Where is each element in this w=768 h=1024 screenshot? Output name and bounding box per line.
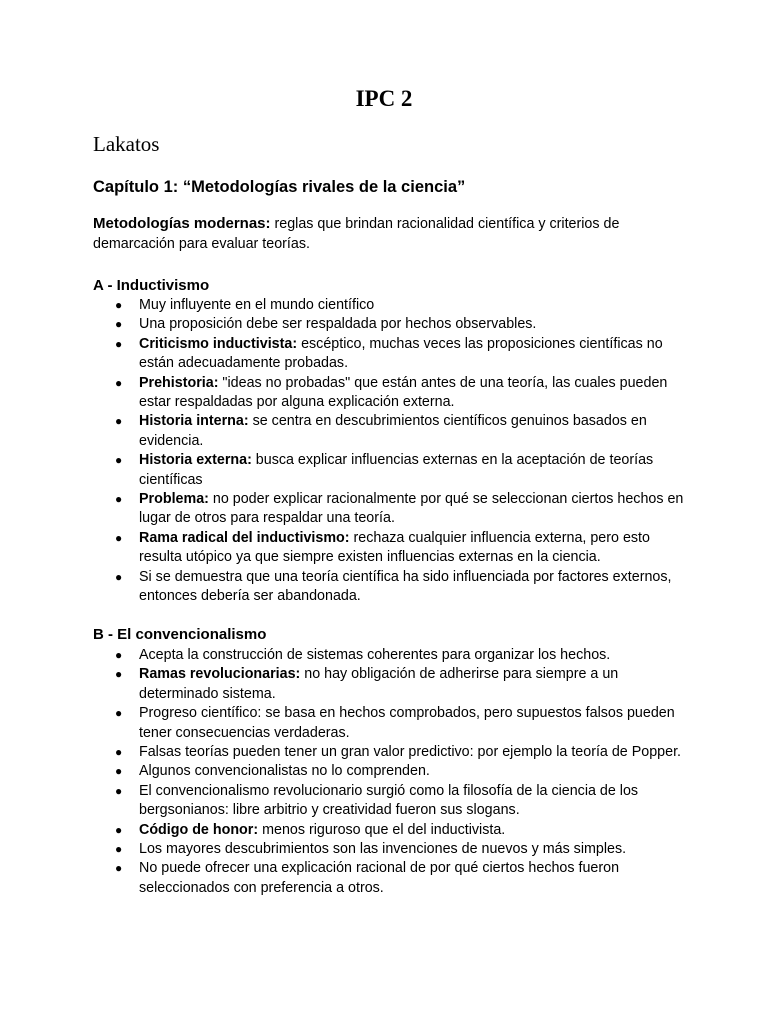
bullet-icon: ●	[115, 336, 123, 351]
list-item	[0, 315, 768, 334]
item-term: Prehistoria:	[139, 374, 219, 391]
bullet-icon: ●	[115, 375, 123, 390]
list-item	[0, 821, 768, 840]
list-item	[0, 840, 768, 859]
item-text: rechaza cualquier influencia externa, pero esto resulta utópico ya que siempre existen influencias externas en la ciencia.	[139, 529, 650, 566]
item-text: Los mayores descubrimientos son las invenciones de nuevos y más simples.	[139, 841, 627, 858]
item-text: Falsas teorías pueden tener un gran valor predictivo: por ejemplo la teoría de Popper.	[139, 744, 682, 761]
bullet-icon: ●	[115, 667, 123, 682]
item-text: No puede ofrecer una explicación racional de por qué ciertos hechos fueron seleccionados con preferencia a otros.	[139, 860, 620, 896]
bullet-icon: ●	[115, 745, 123, 760]
item-term: Código de honor:	[139, 821, 259, 838]
list-item	[0, 646, 768, 665]
item-text: no hay obligación de adherirse para siempre a un determinado sistema.	[139, 666, 619, 702]
intro-term: Metodologías modernas:	[93, 215, 271, 232]
intro-paragraph	[93, 214, 683, 254]
item-term: Criticismo inductivista:	[139, 335, 298, 352]
bullet-icon: ●	[115, 783, 123, 798]
list-item	[0, 490, 768, 529]
list-item	[0, 859, 768, 898]
bullet-icon: ●	[115, 414, 123, 429]
bullet-list-inductivismo	[0, 296, 768, 607]
chapter-heading: Capítulo 1: “Metodologías rivales de la ciencia”	[93, 178, 466, 196]
item-text: Si se demuestra que una teoría científica ha sido influenciada por factores externos, entonces debería ser abandonada.	[139, 568, 672, 605]
section-heading-convencionalismo: B - El convencionalismo	[93, 626, 267, 643]
list-item	[0, 296, 768, 315]
bullet-icon: ●	[115, 569, 123, 584]
bullet-icon: ●	[115, 317, 123, 332]
list-item	[0, 665, 768, 704]
item-term: Rama radical del inductivismo:	[139, 529, 350, 546]
item-text: El convencionalismo revolucionario surgió como la filosofía de la ciencia de los bergsonianos: libre arbitrio y creatividad fueron sus slogans.	[139, 782, 639, 819]
list-item	[0, 412, 768, 451]
bullet-icon: ●	[115, 648, 123, 662]
document-title: IPC 2	[355, 86, 413, 111]
bullet-list-convencionalismo	[0, 646, 768, 898]
bullet-icon: ●	[115, 706, 123, 721]
item-term: Historia interna:	[139, 413, 249, 430]
item-text: Una proposición debe ser respaldada por hechos observables.	[139, 316, 537, 333]
section-heading-inductivismo: A - Inductivismo	[93, 277, 210, 294]
bullet-icon: ●	[115, 764, 123, 779]
list-item	[0, 451, 768, 490]
item-term: Historia externa:	[139, 452, 252, 469]
item-text: se centra en descubrimientos científicos genuinos basados en evidencia.	[139, 413, 647, 449]
bullet-icon: ●	[115, 492, 123, 507]
list-item	[0, 743, 768, 762]
author-heading: Lakatos	[93, 132, 160, 156]
item-text: Acepta la construcción de sistemas coherentes para organizar los hechos.	[139, 647, 611, 663]
bullet-icon: ●	[115, 842, 123, 857]
bullet-icon: ●	[115, 822, 123, 837]
bullet-icon: ●	[115, 298, 123, 312]
list-item	[0, 374, 768, 413]
bullet-icon: ●	[115, 453, 123, 468]
bullet-icon: ●	[115, 861, 123, 876]
item-text: menos riguroso que el del inductivista.	[258, 821, 506, 838]
item-term: Ramas revolucionarias:	[139, 666, 301, 683]
list-item	[0, 335, 768, 374]
list-item	[0, 568, 768, 607]
list-item	[0, 529, 768, 568]
item-text: escéptico, muchas veces las proposiciones científicas no están adecuadamente probadas.	[139, 335, 663, 372]
list-item	[0, 704, 768, 743]
item-text: Muy influyente en el mundo científico	[139, 297, 375, 313]
list-item	[0, 762, 768, 781]
intro-text: reglas que brindan racionalidad científica y criterios de demarcación para evaluar teorías.	[93, 216, 620, 252]
item-text: busca explicar influencias externas en la aceptación de teorías científicas	[139, 452, 654, 488]
list-item	[0, 782, 768, 821]
item-term: Problema:	[139, 491, 209, 508]
item-text: Algunos convencionalistas no lo comprenden.	[139, 763, 430, 780]
item-text: no poder explicar racionalmente por qué se seleccionan ciertos hechos en lugar de otros para respaldar una teoría.	[139, 491, 684, 527]
item-text: "ideas no probadas" que están antes de una teoría, las cuales pueden estar respaldadas por alguna explicación externa.	[139, 374, 668, 411]
item-text: Progreso científico: se basa en hechos comprobados, pero supuestos falsos pueden tener consecuencias verdaderas.	[139, 705, 675, 741]
bullet-icon: ●	[115, 530, 123, 545]
